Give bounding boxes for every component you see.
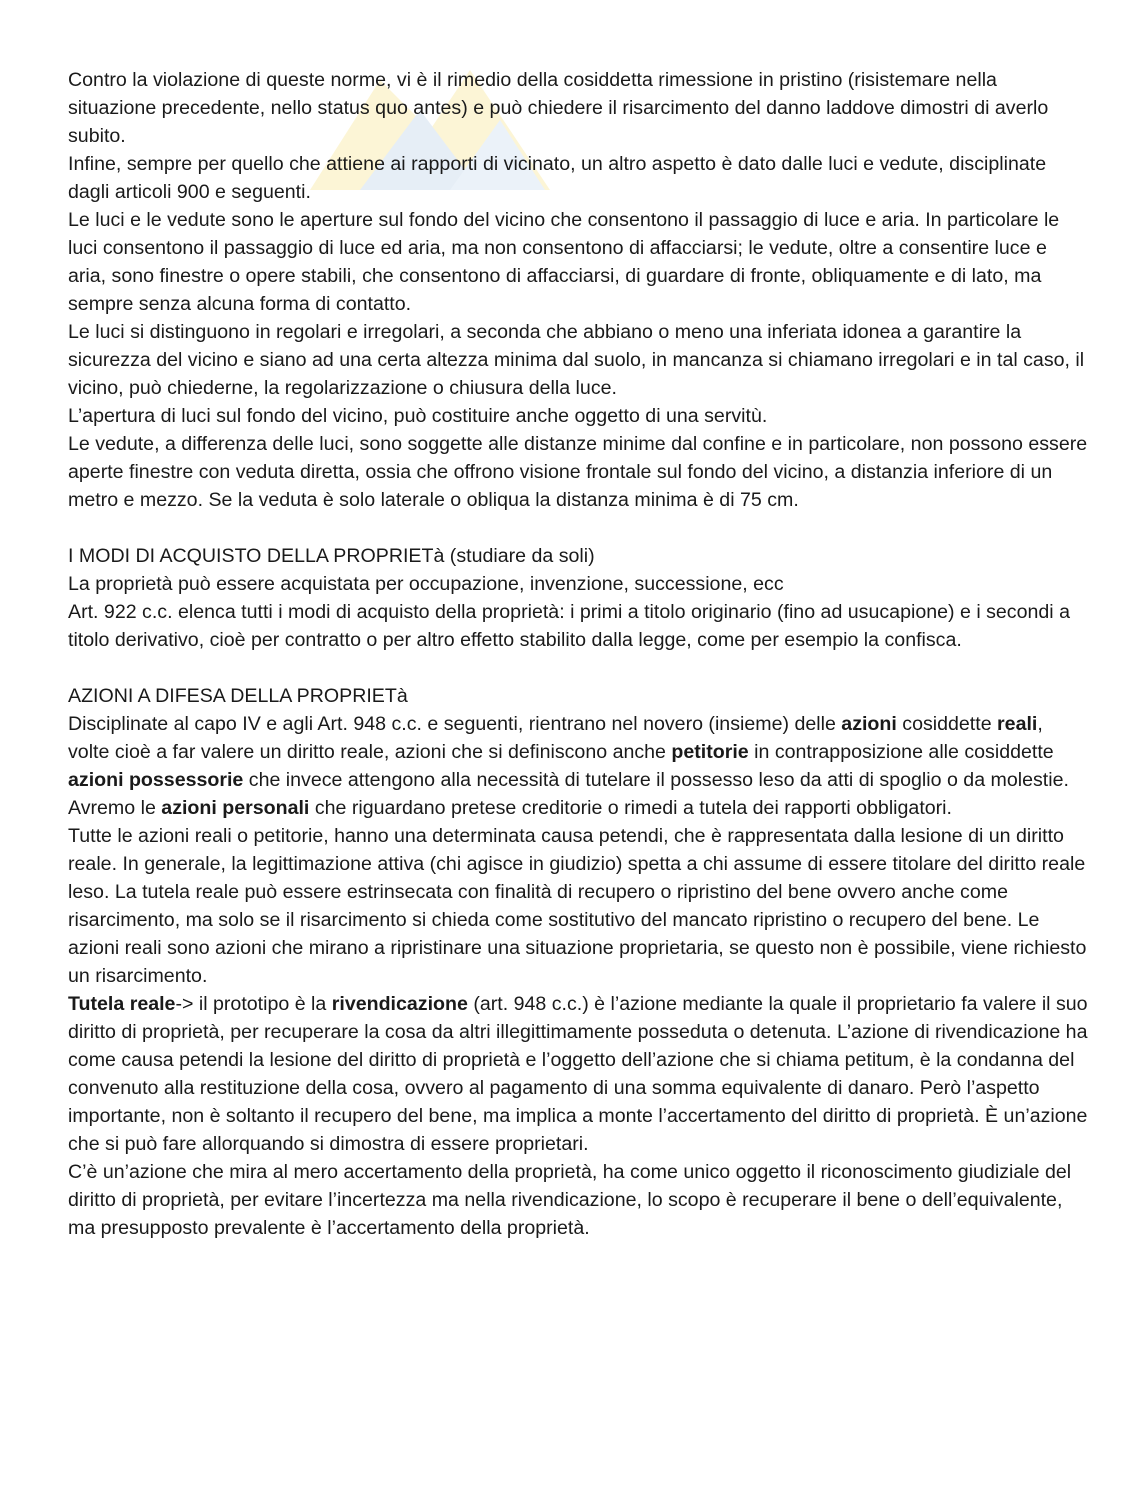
body-paragraph: L’apertura di luci sul fondo del vicino, può costituire anche oggetto di una servitù.: [68, 405, 768, 427]
bold-term: azioni personali: [161, 797, 310, 819]
section-heading: I MODI DI ACQUISTO DELLA PROPRIETà (studiare da soli): [68, 545, 595, 567]
paragraph-spacer: [68, 514, 1088, 542]
text-run: Disciplinate al capo IV e agli Art. 948 c.c. e seguenti, rientrano nel novero (insieme) delle: [68, 713, 842, 735]
bold-term: azioni possessorie: [68, 769, 244, 791]
body-paragraph: Art. 922 c.c. elenca tutti i modi di acquisto della proprietà: i primi a titolo originario (fino ad usucapione) e i secondi a titolo derivativo, cioè per contratto o per altro effetto stabilito dalla legge, come per esempio la confisca.: [68, 601, 1070, 651]
body-paragraph: Le luci e le vedute sono le aperture sul fondo del vicino che consentono il passaggio di luce e aria. In particolare le luci consentono il passaggio di luce ed aria, ma non consentono di affacciarsi; le vedute, oltre a consentire luce e aria, sono finestre o opere stabili, che consentono di affacciarsi, di guardare di fronte, obliquamente e di lato, ma sempre senza alcuna forma di contatto.: [68, 209, 1060, 315]
text-run: che riguardano pretese creditorie o rimedi a tutela dei rapporti obbligatori.: [309, 797, 952, 819]
bold-term: rivendicazione: [331, 993, 468, 1015]
bold-term: Tutela reale: [68, 993, 176, 1015]
body-paragraph: [68, 710, 1088, 822]
text-run: , volte cioè a far valere un diritto reale, azioni che si definiscono anche: [68, 713, 1043, 763]
bold-term: reali: [997, 713, 1038, 735]
section-heading: AZIONI A DIFESA DELLA PROPRIETà: [68, 685, 408, 707]
body-paragraph: La proprietà può essere acquistata per occupazione, invenzione, successione, ecc: [68, 573, 784, 595]
document-page: [68, 66, 1088, 1242]
text-run: in contrapposizione alle cosiddette: [748, 741, 1054, 763]
bold-term: petitorie: [671, 741, 749, 763]
body-paragraph: Contro la violazione di queste norme, vi è il rimedio della cosiddetta rimessione in pristino (risistemare nella situazione precedente, nello status quo antes) e può chiedere il risarcimento del danno laddove dimostri di averlo subito.: [68, 69, 1049, 147]
paragraph-spacer: [68, 654, 1088, 682]
text-run: (art. 948 c.c.) è l’azione mediante la quale il proprietario fa valere il suo diritto di proprietà, per recuperare la cosa da altri illegittimamente posseduta o detenuta. L’azione di rivendicazione ha come causa petendi la lesione del diritto di proprietà e l’oggetto dell’azione che si chiama petitum, è la condanna del convenuto alla restituzione della cosa, ovvero al pagamento di una somma equivalente di danaro. Però l’aspetto importante, non è soltanto il recupero del bene, ma implica a monte l’accertamento del diritto di proprietà. È un’azione che si può fare allorquando si dimostra di essere proprietari.: [68, 993, 1088, 1155]
body-paragraph: Infine, sempre per quello che attiene ai rapporti di vicinato, un altro aspetto è dato dalle luci e vedute, disciplinate dagli articoli 900 e seguenti.: [68, 153, 1047, 203]
text-run: -> il prototipo è la: [175, 993, 332, 1015]
body-paragraph: [68, 990, 1088, 1158]
body-paragraph: Tutte le azioni reali o petitorie, hanno una determinata causa petendi, che è rappresentata dalla lesione di un diritto reale. In generale, la legittimazione attiva (chi agisce in giudizio) spetta a chi assume di essere titolare del diritto reale leso. La tutela reale può essere estrinsecata con finalità di recupero o ripristino del bene ovvero anche come risarcimento, ma solo se il risarcimento si chieda come sostitutivo del mancato ripristino o recupero del bene. Le azioni reali sono azioni che mirano a ripristinare una situazione proprietaria, se questo non è possibile, viene richiesto un risarcimento.: [68, 825, 1087, 987]
text-run: che invece attengono alla necessità di tutelare il possesso leso da atti di spoglio o da molestie. Avremo le: [68, 769, 1069, 819]
text-run: cosiddette: [896, 713, 998, 735]
body-paragraph: C’è un’azione che mira al mero accertamento della proprietà, ha come unico oggetto il riconoscimento giudiziale del diritto di proprietà, per evitare l’incertezza ma nella rivendicazione, lo scopo è recuperare il bene o dell’equivalente, ma presupposto prevalente è l’accertamento della proprietà.: [68, 1161, 1072, 1239]
bold-term: azioni: [841, 713, 897, 735]
body-paragraph: Le vedute, a differenza delle luci, sono soggette alle distanze minime dal confine e in particolare, non possono essere aperte finestre con veduta diretta, ossia che offrono visione frontale sul fondo del vicino, a distanzia inferiore di un metro e mezzo. Se la veduta è solo laterale o obliqua la distanza minima è di 75 cm.: [68, 433, 1088, 511]
body-paragraph: Le luci si distinguono in regolari e irregolari, a seconda che abbiano o meno una inferiata idonea a garantire la sicurezza del vicino e siano ad una certa altezza minima dal suolo, in mancanza si chiamano irregolari e in tal caso, il vicino, può chiederne, la regolarizzazione o chiusura della luce.: [68, 321, 1085, 399]
